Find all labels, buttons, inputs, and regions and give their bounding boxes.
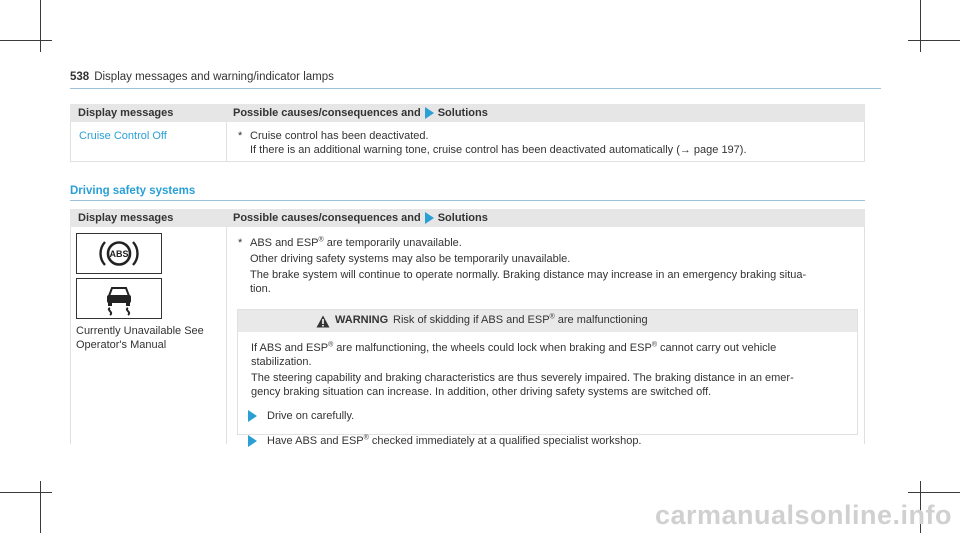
crop-mark: [0, 40, 52, 41]
cause-line: Cruise control has been deactivated.: [250, 130, 429, 142]
crop-mark: [908, 492, 960, 493]
watermark: carmanualsonline.info: [654, 500, 952, 530]
causes-text: [234, 236, 864, 296]
table-row: [70, 122, 865, 162]
skid-car-icon: [76, 278, 162, 319]
section-title: Driving safety systems: [70, 185, 196, 197]
driving-safety-table: [70, 209, 865, 447]
page-number: 538: [70, 71, 90, 83]
col-causes-solutions: Possible causes/consequences and Solutions: [233, 107, 488, 119]
play-arrow-icon: [425, 107, 434, 119]
cause-line: ABS and ESP® are temporarily unavailable.: [250, 236, 462, 249]
column-divider: [226, 227, 227, 444]
crop-mark: [0, 492, 52, 493]
svg-text:ABS: ABS: [109, 249, 129, 259]
table-header: [70, 104, 865, 122]
warning-triangle-icon: [316, 315, 330, 328]
column-divider: [226, 122, 227, 161]
play-arrow-icon: [248, 435, 257, 447]
section-rule: [70, 200, 865, 201]
crop-mark: [920, 0, 921, 52]
bullet: *: [238, 130, 243, 142]
bullet: *: [238, 237, 243, 249]
cause-line: Other driving safety systems may also be temporarily unavailable.: [250, 253, 571, 265]
play-arrow-icon: [425, 212, 434, 224]
abs-warning-icon: [76, 233, 162, 274]
play-arrow-icon: [248, 410, 257, 422]
table-row: [70, 227, 865, 447]
col-display-messages: Display messages: [78, 212, 174, 224]
col-causes-solutions: Possible causes/consequences and Solutions: [233, 212, 488, 224]
warning-body: If ABS and ESP® are malfunctioning, the wheels could lock when braking and ESP® cannot carry out vehicle stabilization. The steering capability and braking characteristics are thus severely impaired. The braking distance in an emer- gency braking situation can increase. In addition, other driving safety systems are switched off. Drive on carefully. Have ABS and ESP® checked immediately at a qualified specialist workshop.: [251, 341, 851, 448]
action-step: Drive on carefully.: [238, 409, 851, 423]
page-header: [70, 71, 334, 83]
crop-mark: [40, 0, 41, 52]
warning-box: [237, 309, 858, 447]
action-step: Have ABS and ESP® checked immediately at a qualified specialist workshop.: [238, 434, 851, 448]
page-title: Display messages and warning/indicator lamps: [94, 71, 334, 83]
warning-header: [238, 310, 857, 332]
page-ref-link[interactable]: page 197).: [690, 144, 747, 156]
cause-line: tion.: [250, 283, 271, 295]
crop-mark: [908, 40, 960, 41]
crop-mark: [40, 481, 41, 533]
message-currently-unavailable: Currently Unavailable See Operator's Manual: [76, 325, 204, 351]
table-header: [70, 209, 865, 227]
cruise-control-table: [70, 104, 865, 162]
cause-line: The brake system will continue to operate normally. Braking distance may increase in an emergency braking situa-: [250, 269, 807, 281]
message-cruise-control-off: Cruise Control Off: [79, 130, 167, 142]
col-display-messages: Display messages: [78, 107, 174, 119]
cause-line: If there is an additional warning tone, cruise control has been deactivated automatically (→ page 197).: [250, 144, 747, 156]
page-ref-arrow-icon: →: [679, 144, 691, 156]
causes-text: [234, 129, 747, 157]
warning-title: Risk of skidding if ABS and ESP® are malfunctioning: [393, 313, 648, 326]
header-rule: [70, 88, 881, 89]
warning-label: WARNING: [335, 314, 389, 326]
